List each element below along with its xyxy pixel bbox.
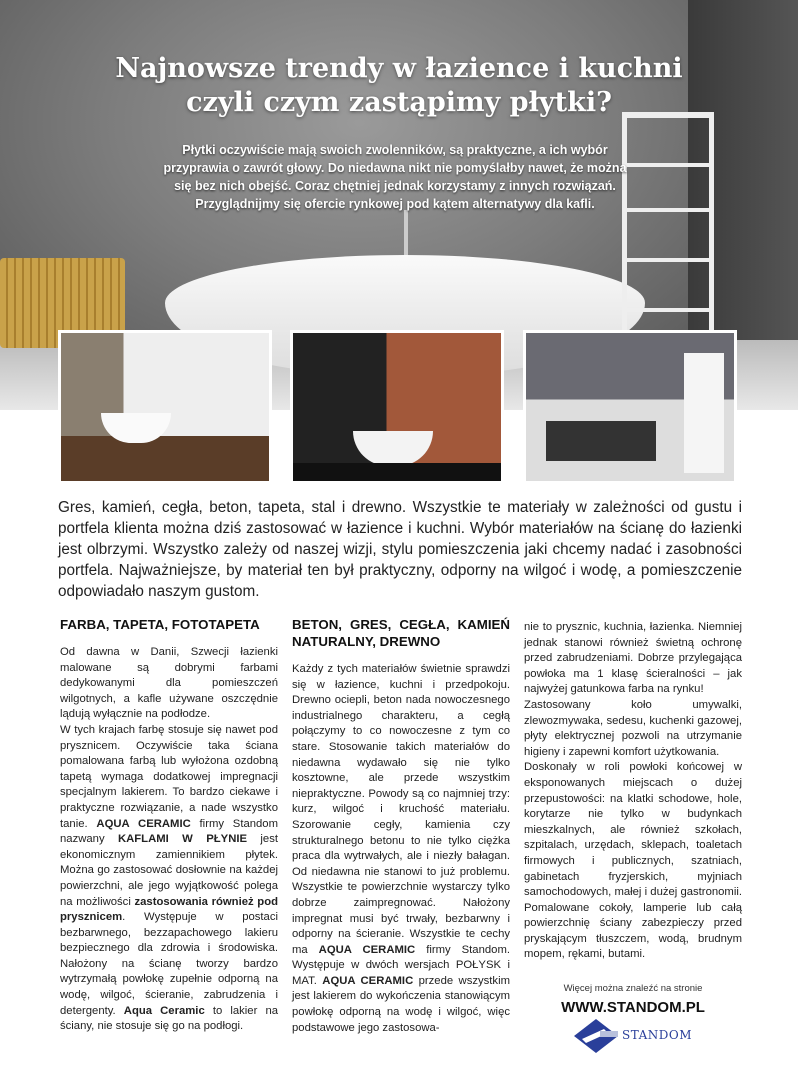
text: W tych krajach farbę stosuje się nawet pod prysznicem. Oczywiście taka ściana pomalowana farbą lub wyłożona ozdobną tapetą wymaga dodatkowej impregnacji specjalnym lakierem. To bardzo ciekawe i praktyczne rozwiązanie, a nade wszystko tanie. [60, 723, 278, 830]
logo-text: STANDOM [622, 1028, 692, 1043]
text: . Występuje w postaci bezbarwnego, bezzapachowego lakieru bezpiecznego dla zdrowia i środowiska. Nałożony na ścianę tworzy bardzo wytrzymałą powłokę zupełnie odporną na wodę, wilgoć, ścieranie, zabrudzenia i detergenty. [60, 911, 278, 1017]
highlight: zastosowania również pod prysznicem [60, 895, 278, 924]
title-line: czyli czym zastąpimy płytki? [186, 87, 612, 118]
intro-text: Płytki oczywiście mają swoich zwolenników, są praktyczne, a ich wybór przyprawia o zawrót głowy. Do niedawna nikt nie pomyślałby nawet, że można się bez nich obejść. Coraz chętniej jednak korzystamy z innych rozwiązań. Przyglądnijmy się ofercie rynkowej pod kątem alternatywy dla kafli. [163, 143, 627, 211]
text: przede wszystkim jest lakierem do wykończenia stanowiącym powłokę odporną na wodę i wilgoć, więc podstawowe jego zastosowa- [292, 974, 510, 1034]
paragraph: nie to prysznic, kuchnia, łazienka. Niemniej jednak stanowi również świetną ochronę przed zabrudzeniami. Dobrze przylegająca powłoka ma 1 klasę ścieralności – jak najwyżej gatunkowa farba na rynku! [524, 621, 742, 696]
paragraph: Doskonały w roli powłoki końcowej w eksponowanych miejscach o dużej przepustowości: na klatki schodowe, hole, korytarze nie tylko w budynkach mieszkalnych, ale również szkołach, szpitalach, urzędach, sklepach, toaletach firmowych i publicznych, szatniach, gabinetach fryzjerskich, myjniach samochodowych, małej i dużej gastronomii. Pomalowane cokoły, lamperie lub całą powierzchnię ściany zabezpieczy przed pryskającym tłuszczem, wodą, brudnym mopem, rękami, butami. [524, 761, 742, 961]
text: firmy Standom nazwany [60, 817, 279, 846]
paragraph: Od dawna w Danii, Szwecji łazienki malowane są dobrymi farbami dedykowanymi dla pomieszczeń wilgotnych, a kafle używane oszczędnie lądują wyłącznie na podłodze. [60, 646, 278, 721]
section-heading: FARBA, TAPETA, FOTOTAPETA [60, 617, 260, 632]
column-3 [524, 616, 742, 1053]
brand-name: AQUA CERAMIC [96, 817, 191, 830]
standom-logo-icon [574, 1019, 618, 1053]
text: jest ekonomicznym zamiennikiem płytek. Można go zastosować dosłownie na każdej powierzchni, ale jego wyjątkowość polega na możliwości [60, 833, 278, 908]
standom-logo [524, 1019, 742, 1053]
brand-name: Aqua Ceramic [123, 1004, 205, 1017]
columns [58, 616, 742, 1053]
brand-name: AQUA CERAMIC [318, 943, 416, 956]
brand-name: AQUA CERAMIC [322, 974, 414, 987]
text: to lakier na ściany, nie stosuje się go na podłogi. [60, 1004, 279, 1033]
column-2 [292, 616, 510, 1053]
more-info-text: Więcej można znaleźć na stronie [563, 983, 703, 995]
section-heading: BETON, GRES, CEGŁA, KAMIEŃ NATURALNY, DREWNO [292, 617, 510, 649]
text: firmy Standom. Występuje w dwóch wersjach POŁYSK i MAT. [292, 943, 510, 987]
paragraph [60, 723, 278, 1035]
lead-paragraph: Gres, kamień, cegła, beton, tapeta, stal i drewno. Wszystkie te materiały w zależności od gustu i portfela klienta można dziś zastosować w łazience i kuchni. Wybór materiałów na ścianę do łazienki jest olbrzymi. Wszystko zależy od naszej wizji, stylu pomieszczenia jaki chcemy nadać i zasobności portfela. Najważniejsze, by materiał ten był praktyczny, odporny na wilgoć i wodę, a pomieszczenie odpowiadało naszym gustom. [58, 499, 742, 600]
text: Każdy z tych materiałów świetnie sprawdzi się w łazience, kuchni i przedpokoju. Drewno ociepli, beton nada nowoczesnego industrialnego charakteru, a cegłą połączymy to co nowoczesne z tym co stare. Stosowanie takich materiałów do niedawna wydawało się nie tylko kosztowne, ale przede wszystkim niepraktyczne. Powody są co najmniej trzy: kurz, wilgoć i kruchość materiału. Szorowanie cegły, kamienia czy strukturalnego betonu to nie tylko ciężka praca dla wytrwałych, ale i niezły bałagan. Od niedawna nie stanowi to już problemu. Wszystkie te powierzchnie wystarczy tylko dobrze zaimpregnować. Nałożony impregnat musi być trwały, bezbarwny i odporny na ścieranie. Wszystkie te cechy ma [292, 663, 510, 956]
website-link[interactable]: WWW.STANDOM.PL [561, 998, 705, 1016]
column-1 [60, 616, 278, 1053]
article-body [58, 0, 742, 1073]
paragraph [292, 662, 510, 1036]
brand-tagline: KAFLAMI W PŁYNIE [117, 833, 248, 846]
footer [524, 981, 742, 1053]
title-line: Najnowsze trendy w łazience i kuchni [115, 53, 683, 84]
paragraph: Zastosowany koło umywalki, zlewozmywaka, sedesu, kuchenki gazowej, płyty elektrycznej pozwoli na utrzymanie higieny i zapewni komfort użytkowania. [524, 698, 742, 758]
